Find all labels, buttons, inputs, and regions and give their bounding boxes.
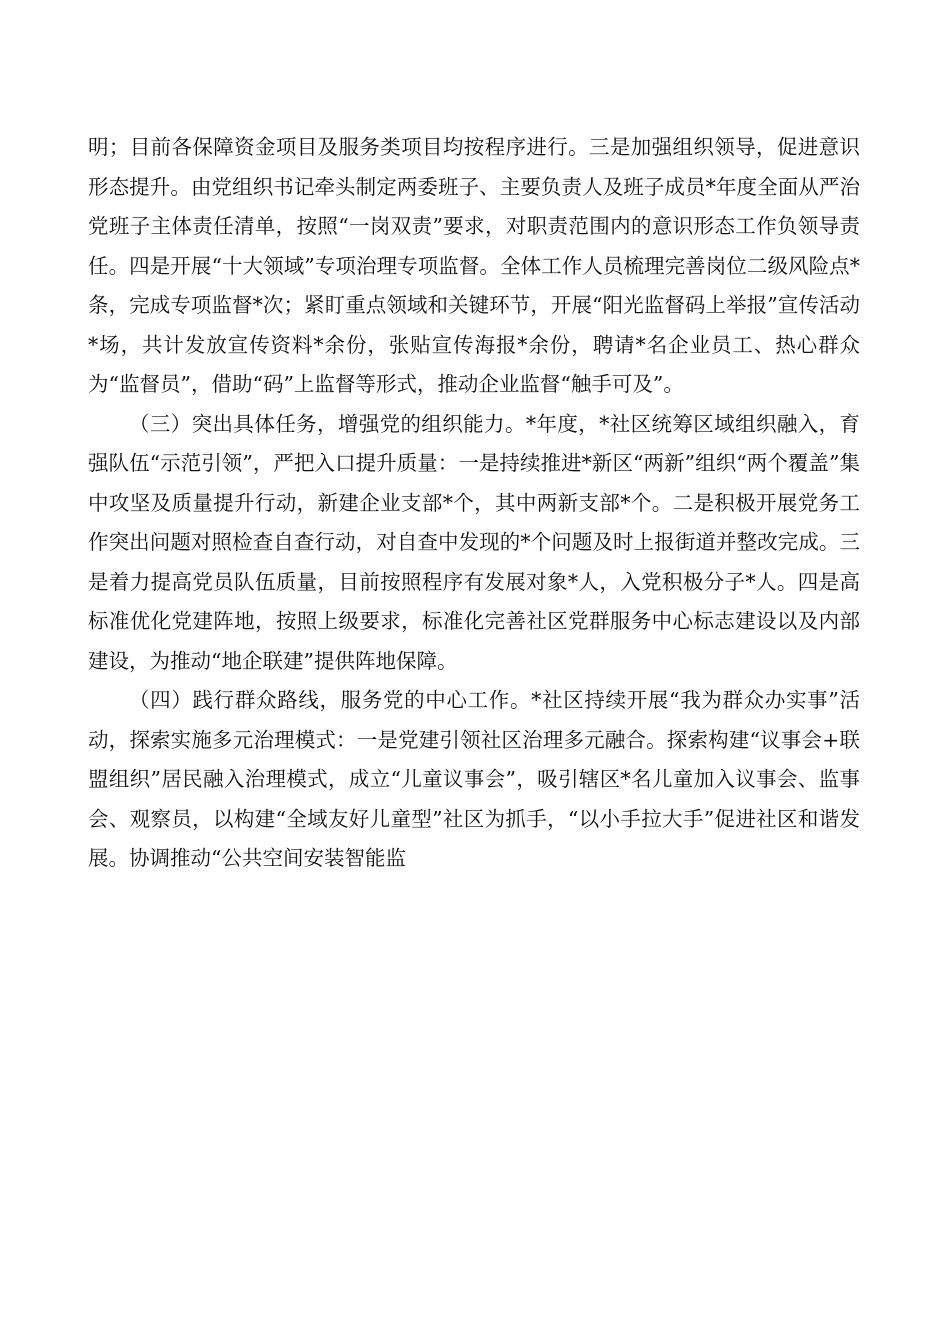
paragraph-section-3: （三）突出具体任务，增强党的组织能力。*年度，*社区统筹区域组织融入，育强队伍“示范引领”，严把入口提升质量：一是持续推进*新区“两新”组织“两个覆盖”集中攻坚及质量提升行动，新建企业支部*个，其中两新支部*个。二是积极开展党务工作突出问题对照检查自查行动，对自查中发现的*个问题及时上报街道并整改完成。三是着力提高党员队伍质量，目前按照程序有发展对象*人，入党积极分子*人。四是高标准优化党建阵地，按照上级要求，标准化完善社区党群服务中心标志建设以及内部建设，为推动“地企联建”提供阵地保障。 (88, 411, 860, 673)
paragraph-section-4: （四）践行群众路线，服务党的中心工作。*社区持续开展“我为群众办实事”活动，探索实施多元治理模式：一是党建引领社区治理多元融合。探索构建“议事会+联盟组织”居民融入治理模式，成立“儿童议事会”，吸引辖区*名儿童加入议事会、监事会、观察员，以构建“全域友好儿童型”社区为抓手，“以小手拉大手”促进社区和谐发展。协调推动“公共空间安装智能监 (88, 688, 860, 870)
document-body (88, 128, 860, 879)
paragraph-continued: 明；目前各保障资金项目及服务类项目均按程序进行。三是加强组织领导，促进意识形态提升。由党组织书记牵头制定两委班子、主要负责人及班子成员*年度全面从严治党班子主体责任清单，按照“一岗双责”要求，对职责范围内的意识形态工作负领导责任。四是开展“十大领域”专项治理专项监督。全体工作人员梳理完善岗位二级风险点*条，完成专项监督*次；紧盯重点领域和关键环节，开展“阳光监督码上举报”宣传活动*场，共计发放宣传资料*余份，张贴宣传海报*余份，聘请*名企业员工、热心群众为“监督员”，借助“码”上监督等形式，推动企业监督“触手可及”。 (88, 135, 860, 396)
